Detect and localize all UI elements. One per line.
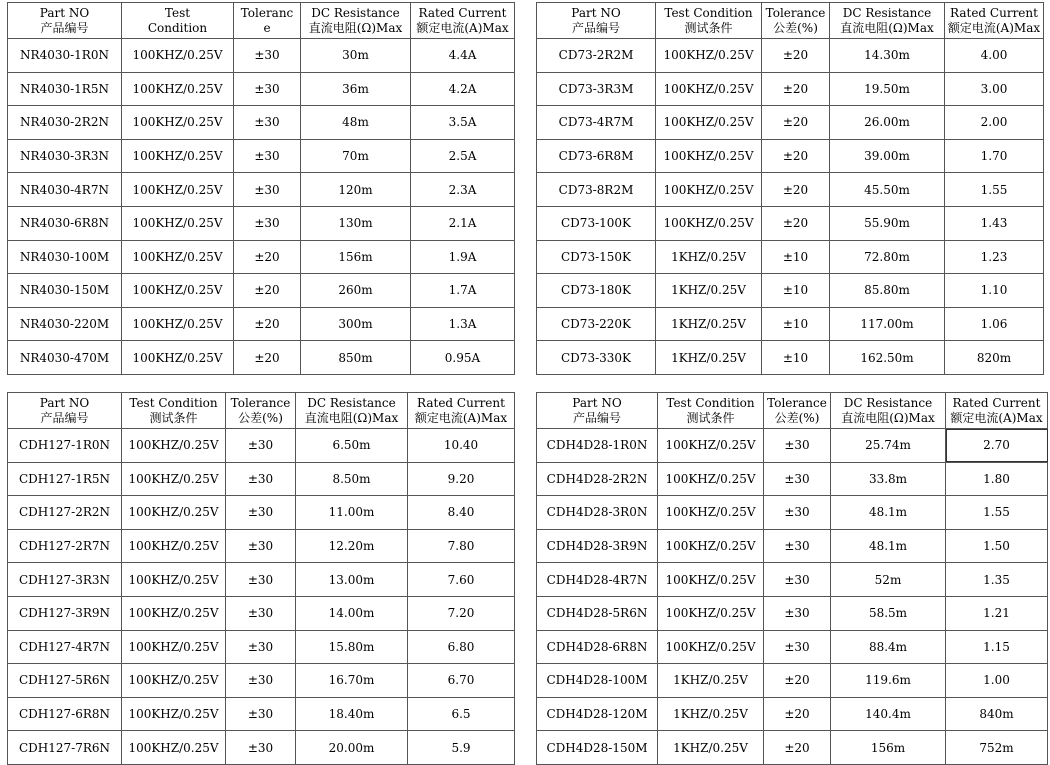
cell-part-no: CD73-100K xyxy=(537,206,656,240)
cell-part-no: CDH127-3R3N xyxy=(8,563,122,597)
table-row xyxy=(537,731,1048,765)
cell-tolerance: ±10 xyxy=(762,274,830,308)
cell-test-condition: 100KHZ/0.25V xyxy=(122,139,234,173)
cell-dc-resistance: 85.80m xyxy=(830,274,945,308)
cell-tolerance: ±20 xyxy=(234,274,301,308)
cell-rated-current: 1.50 xyxy=(946,529,1048,563)
cell-test-condition: 1KHZ/0.25V xyxy=(658,664,764,698)
cell-rated-current: 1.43 xyxy=(945,206,1044,240)
cell-tolerance: ±30 xyxy=(234,39,301,73)
cell-tolerance: ±30 xyxy=(226,529,296,563)
header-test-condition: Test Condition xyxy=(122,3,234,39)
cell-dc-resistance: 14.00m xyxy=(296,596,408,630)
cell-part-no: NR4030-6R8N xyxy=(8,206,122,240)
cell-test-condition: 100KHZ/0.25V xyxy=(122,106,234,140)
cell-rated-current: 3.00 xyxy=(945,72,1044,106)
table-row xyxy=(8,139,515,173)
cell-rated-current: 2.5A xyxy=(411,139,515,173)
cell-part-no: CD73-4R7M xyxy=(537,106,656,140)
cell-rated-current: 6.70 xyxy=(408,664,515,698)
cell-dc-resistance: 117.00m xyxy=(830,307,945,341)
table-row xyxy=(8,596,515,630)
cell-dc-resistance: 72.80m xyxy=(830,240,945,274)
table-row xyxy=(537,496,1048,530)
cell-rated-current: 9.20 xyxy=(408,462,515,496)
cell-part-no: CDH127-4R7N xyxy=(8,630,122,664)
cell-part-no: CD73-220K xyxy=(537,307,656,341)
table-row xyxy=(8,173,515,207)
cell-dc-resistance: 18.40m xyxy=(296,697,408,731)
table-row xyxy=(537,274,1044,308)
cell-dc-resistance: 11.00m xyxy=(296,496,408,530)
table-row xyxy=(8,307,515,341)
cell-part-no: CDH127-1R0N xyxy=(8,429,122,463)
cell-dc-resistance: 16.70m xyxy=(296,664,408,698)
cell-rated-current: 1.80 xyxy=(946,462,1048,496)
cell-part-no: CDH4D28-6R8N xyxy=(537,630,658,664)
cell-tolerance: ±30 xyxy=(226,731,296,765)
cell-part-no: CDH4D28-2R2N xyxy=(537,462,658,496)
header-tolerance: Tolerance 公差(%) xyxy=(762,3,830,39)
cell-test-condition: 1KHZ/0.25V xyxy=(656,274,762,308)
table-row xyxy=(537,106,1044,140)
cell-part-no: NR4030-3R3N xyxy=(8,139,122,173)
table-row xyxy=(537,596,1048,630)
cell-tolerance: ±30 xyxy=(226,429,296,463)
cell-test-condition: 100KHZ/0.25V xyxy=(656,39,762,73)
header-tolerance: Toleranc e xyxy=(234,3,301,39)
cell-dc-resistance: 140.4m xyxy=(831,697,946,731)
header-dc-resistance: DC Resistance 直流电阻(Ω)Max xyxy=(301,3,411,39)
header-rated-current: Rated Current 额定电流(A)Max xyxy=(408,393,515,429)
cell-rated-current: 1.21 xyxy=(946,596,1048,630)
cell-dc-resistance: 25.74m xyxy=(831,429,946,463)
table-row xyxy=(537,630,1048,664)
cell-tolerance: ±30 xyxy=(226,697,296,731)
table-header-row xyxy=(8,3,515,39)
table-row xyxy=(537,39,1044,73)
cell-rated-current: 1.55 xyxy=(946,496,1048,530)
spec-table-cdh127 xyxy=(7,392,515,765)
cell-tolerance: ±30 xyxy=(234,206,301,240)
header-dc-resistance: DC Resistance 直流电阻(Ω)Max xyxy=(296,393,408,429)
cell-test-condition: 100KHZ/0.25V xyxy=(122,731,226,765)
cell-dc-resistance: 33.8m xyxy=(831,462,946,496)
header-test-condition: Test Condition 测试条件 xyxy=(658,393,764,429)
cell-rated-current: 4.2A xyxy=(411,72,515,106)
cell-rated-current: 1.00 xyxy=(946,664,1048,698)
header-part-no: Part NO 产品编号 xyxy=(537,393,658,429)
cell-tolerance: ±20 xyxy=(764,664,831,698)
cell-tolerance: ±20 xyxy=(762,206,830,240)
cell-rated-current: 1.9A xyxy=(411,240,515,274)
cell-rated-current: 4.00 xyxy=(945,39,1044,73)
cell-test-condition: 100KHZ/0.25V xyxy=(122,563,226,597)
cell-part-no: NR4030-150M xyxy=(8,274,122,308)
cell-tolerance: ±20 xyxy=(234,341,301,375)
table-row xyxy=(8,563,515,597)
header-part-no: Part NO 产品编号 xyxy=(8,3,122,39)
cell-tolerance: ±30 xyxy=(234,106,301,140)
cell-rated-current: 1.55 xyxy=(945,173,1044,207)
cell-test-condition: 100KHZ/0.25V xyxy=(122,429,226,463)
cell-test-condition: 100KHZ/0.25V xyxy=(122,496,226,530)
cell-rated-current: 1.35 xyxy=(946,563,1048,597)
table-row xyxy=(8,429,515,463)
cell-test-condition: 100KHZ/0.25V xyxy=(122,462,226,496)
cell-test-condition: 100KHZ/0.25V xyxy=(656,106,762,140)
header-part-no: Part NO 产品编号 xyxy=(8,393,122,429)
header-dc-resistance: DC Resistance 直流电阻(Ω)Max xyxy=(830,3,945,39)
cell-rated-current: 4.4A xyxy=(411,39,515,73)
cell-test-condition: 100KHZ/0.25V xyxy=(658,630,764,664)
cell-part-no: CDH4D28-1R0N xyxy=(537,429,658,463)
cell-test-condition: 100KHZ/0.25V xyxy=(658,429,764,463)
cell-rated-current: 7.80 xyxy=(408,529,515,563)
cell-part-no: NR4030-100M xyxy=(8,240,122,274)
header-dc-resistance: DC Resistance 直流电阻(Ω)Max xyxy=(831,393,946,429)
cell-rated-current: 2.1A xyxy=(411,206,515,240)
cell-test-condition: 100KHZ/0.25V xyxy=(656,173,762,207)
table-row xyxy=(8,630,515,664)
cell-rated-current: 1.7A xyxy=(411,274,515,308)
cell-part-no: NR4030-470M xyxy=(8,341,122,375)
cell-tolerance: ±30 xyxy=(226,630,296,664)
cell-tolerance: ±30 xyxy=(226,563,296,597)
cell-tolerance: ±20 xyxy=(762,72,830,106)
table-row xyxy=(537,72,1044,106)
cell-rated-current: 2.3A xyxy=(411,173,515,207)
cell-tolerance: ±30 xyxy=(764,596,831,630)
cell-tolerance: ±20 xyxy=(234,307,301,341)
cell-test-condition: 100KHZ/0.25V xyxy=(656,206,762,240)
cell-dc-resistance: 120m xyxy=(301,173,411,207)
cell-dc-resistance: 8.50m xyxy=(296,462,408,496)
cell-test-condition: 100KHZ/0.25V xyxy=(122,664,226,698)
cell-rated-current: 840m xyxy=(946,697,1048,731)
cell-rated-current: 1.06 xyxy=(945,307,1044,341)
cell-dc-resistance: 52m xyxy=(831,563,946,597)
cell-test-condition: 1KHZ/0.25V xyxy=(656,240,762,274)
table-row xyxy=(537,462,1048,496)
cell-dc-resistance: 156m xyxy=(301,240,411,274)
cell-dc-resistance: 30m xyxy=(301,39,411,73)
spec-table-cdh4d28 xyxy=(536,392,1048,765)
cell-dc-resistance: 20.00m xyxy=(296,731,408,765)
cell-tolerance: ±20 xyxy=(762,173,830,207)
cell-rated-current: 1.3A xyxy=(411,307,515,341)
cell-part-no: CDH127-3R9N xyxy=(8,596,122,630)
table-row xyxy=(8,731,515,765)
cell-dc-resistance: 12.20m xyxy=(296,529,408,563)
cell-dc-resistance: 300m xyxy=(301,307,411,341)
cell-test-condition: 100KHZ/0.25V xyxy=(658,563,764,597)
cell-part-no: NR4030-4R7N xyxy=(8,173,122,207)
table-row xyxy=(8,529,515,563)
cell-test-condition: 100KHZ/0.25V xyxy=(122,697,226,731)
table-header-row xyxy=(8,393,515,429)
cell-test-condition: 1KHZ/0.25V xyxy=(656,307,762,341)
table-row xyxy=(537,529,1048,563)
table-row xyxy=(537,139,1044,173)
table-row xyxy=(8,496,515,530)
cell-dc-resistance: 70m xyxy=(301,139,411,173)
cell-rated-current: 1.23 xyxy=(945,240,1044,274)
cell-dc-resistance: 19.50m xyxy=(830,72,945,106)
cell-part-no: CD73-150K xyxy=(537,240,656,274)
table-row xyxy=(537,206,1044,240)
cell-part-no: CDH127-5R6N xyxy=(8,664,122,698)
table-row xyxy=(8,341,515,375)
header-rated-current: Rated Current 额定电流(A)Max xyxy=(411,3,515,39)
header-test-condition: Test Condition 测试条件 xyxy=(122,393,226,429)
cell-dc-resistance: 162.50m xyxy=(830,341,945,375)
cell-tolerance: ±30 xyxy=(764,563,831,597)
cell-dc-resistance: 13.00m xyxy=(296,563,408,597)
cell-rated-current: 1.10 xyxy=(945,274,1044,308)
cell-test-condition: 1KHZ/0.25V xyxy=(656,341,762,375)
cell-rated-current: 2.00 xyxy=(945,106,1044,140)
cell-part-no: CDH127-1R5N xyxy=(8,462,122,496)
cell-test-condition: 100KHZ/0.25V xyxy=(656,139,762,173)
cell-part-no: CD73-180K xyxy=(537,274,656,308)
cell-tolerance: ±10 xyxy=(762,341,830,375)
header-rated-current: Rated Current 额定电流(A)Max xyxy=(945,3,1044,39)
table-row xyxy=(8,462,515,496)
table-header-row xyxy=(537,3,1044,39)
cell-tolerance: ±30 xyxy=(234,173,301,207)
cell-rated-current: 1.70 xyxy=(945,139,1044,173)
cell-test-condition: 100KHZ/0.25V xyxy=(122,240,234,274)
table-row xyxy=(8,72,515,106)
table-row xyxy=(537,341,1044,375)
cell-dc-resistance: 48m xyxy=(301,106,411,140)
table-row xyxy=(537,173,1044,207)
table-header-row xyxy=(537,393,1048,429)
cell-tolerance: ±30 xyxy=(226,596,296,630)
header-tolerance: Tolerance 公差(%) xyxy=(226,393,296,429)
cell-tolerance: ±20 xyxy=(762,106,830,140)
header-tolerance: Tolerance 公差(%) xyxy=(764,393,831,429)
table-row xyxy=(8,274,515,308)
cell-rated-current: 6.80 xyxy=(408,630,515,664)
cell-part-no: CD73-330K xyxy=(537,341,656,375)
cell-rated-current: 7.20 xyxy=(408,596,515,630)
header-part-no: Part NO 产品编号 xyxy=(537,3,656,39)
cell-tolerance: ±30 xyxy=(226,496,296,530)
cell-part-no: CD73-2R2M xyxy=(537,39,656,73)
spec-table-nr4030 xyxy=(7,2,515,375)
cell-rated-current: 820m xyxy=(945,341,1044,375)
cell-test-condition: 1KHZ/0.25V xyxy=(658,697,764,731)
table-row xyxy=(537,240,1044,274)
cell-dc-resistance: 14.30m xyxy=(830,39,945,73)
cell-part-no: CD73-6R8M xyxy=(537,139,656,173)
cell-rated-current: 7.60 xyxy=(408,563,515,597)
cell-test-condition: 100KHZ/0.25V xyxy=(658,462,764,496)
cell-dc-resistance: 48.1m xyxy=(831,529,946,563)
table-row xyxy=(537,563,1048,597)
cell-test-condition: 100KHZ/0.25V xyxy=(656,72,762,106)
cell-part-no: CD73-8R2M xyxy=(537,173,656,207)
table-row xyxy=(8,39,515,73)
cell-dc-resistance: 88.4m xyxy=(831,630,946,664)
cell-part-no: CDH4D28-3R9N xyxy=(537,529,658,563)
cell-test-condition: 100KHZ/0.25V xyxy=(122,206,234,240)
cell-part-no: CDH127-6R8N xyxy=(8,697,122,731)
cell-test-condition: 100KHZ/0.25V xyxy=(122,307,234,341)
cell-dc-resistance: 260m xyxy=(301,274,411,308)
cell-dc-resistance: 36m xyxy=(301,72,411,106)
cell-test-condition: 100KHZ/0.25V xyxy=(122,341,234,375)
cell-tolerance: ±30 xyxy=(234,139,301,173)
cell-tolerance: ±20 xyxy=(762,139,830,173)
cell-rated-current: 6.5 xyxy=(408,697,515,731)
cell-part-no: CDH127-2R2N xyxy=(8,496,122,530)
cell-part-no: CDH4D28-100M xyxy=(537,664,658,698)
cell-test-condition: 100KHZ/0.25V xyxy=(122,630,226,664)
cell-tolerance: ±30 xyxy=(226,664,296,698)
cell-tolerance: ±30 xyxy=(234,72,301,106)
cell-tolerance: ±10 xyxy=(762,240,830,274)
cell-dc-resistance: 15.80m xyxy=(296,630,408,664)
cell-test-condition: 1KHZ/0.25V xyxy=(658,731,764,765)
cell-test-condition: 100KHZ/0.25V xyxy=(658,496,764,530)
cell-tolerance: ±30 xyxy=(764,462,831,496)
cell-dc-resistance: 48.1m xyxy=(831,496,946,530)
cell-test-condition: 100KHZ/0.25V xyxy=(658,596,764,630)
cell-test-condition: 100KHZ/0.25V xyxy=(122,39,234,73)
cell-part-no: NR4030-2R2N xyxy=(8,106,122,140)
cell-test-condition: 100KHZ/0.25V xyxy=(122,72,234,106)
cell-part-no: CDH127-7R6N xyxy=(8,731,122,765)
cell-rated-current: 1.15 xyxy=(946,630,1048,664)
cell-rated-current: 5.9 xyxy=(408,731,515,765)
cell-rated-current: 3.5A xyxy=(411,106,515,140)
cell-rated-current: 752m xyxy=(946,731,1048,765)
cell-part-no: CD73-3R3M xyxy=(537,72,656,106)
cell-tolerance: ±30 xyxy=(764,429,831,463)
cell-dc-resistance: 55.90m xyxy=(830,206,945,240)
cell-dc-resistance: 39.00m xyxy=(830,139,945,173)
spec-table-cd73 xyxy=(536,2,1044,375)
cell-test-condition: 100KHZ/0.25V xyxy=(122,529,226,563)
table-row xyxy=(8,206,515,240)
cell-part-no: CDH4D28-4R7N xyxy=(537,563,658,597)
cell-tolerance: ±20 xyxy=(764,731,831,765)
cell-dc-resistance: 6.50m xyxy=(296,429,408,463)
cell-part-no: CDH4D28-5R6N xyxy=(537,596,658,630)
cell-test-condition: 100KHZ/0.25V xyxy=(658,529,764,563)
cell-dc-resistance: 850m xyxy=(301,341,411,375)
table-row xyxy=(8,240,515,274)
header-test-condition: Test Condition 测试条件 xyxy=(656,3,762,39)
cell-tolerance: ±10 xyxy=(762,307,830,341)
cell-dc-resistance: 130m xyxy=(301,206,411,240)
cell-test-condition: 100KHZ/0.25V xyxy=(122,596,226,630)
cell-part-no: NR4030-1R5N xyxy=(8,72,122,106)
cell-tolerance: ±20 xyxy=(764,697,831,731)
cell-rated-current: 10.40 xyxy=(408,429,515,463)
cell-test-condition: 100KHZ/0.25V xyxy=(122,173,234,207)
cell-dc-resistance: 156m xyxy=(831,731,946,765)
header-rated-current: Rated Current 额定电流(A)Max xyxy=(946,393,1048,429)
cell-part-no: CDH4D28-120M xyxy=(537,697,658,731)
cell-part-no: CDH4D28-150M xyxy=(537,731,658,765)
cell-tolerance: ±20 xyxy=(762,39,830,73)
table-row xyxy=(8,664,515,698)
table-row xyxy=(8,106,515,140)
cell-rated-current: 8.40 xyxy=(408,496,515,530)
cell-rated-current-selected[interactable]: 2.70 xyxy=(946,429,1048,463)
cell-tolerance: ±30 xyxy=(764,630,831,664)
cell-dc-resistance: 119.6m xyxy=(831,664,946,698)
cell-part-no: NR4030-220M xyxy=(8,307,122,341)
table-row xyxy=(537,697,1048,731)
cell-part-no: CDH127-2R7N xyxy=(8,529,122,563)
cell-rated-current: 0.95A xyxy=(411,341,515,375)
table-row xyxy=(537,429,1048,463)
table-row xyxy=(8,697,515,731)
cell-tolerance: ±30 xyxy=(764,496,831,530)
cell-tolerance: ±30 xyxy=(764,529,831,563)
cell-dc-resistance: 45.50m xyxy=(830,173,945,207)
cell-tolerance: ±30 xyxy=(226,462,296,496)
cell-tolerance: ±20 xyxy=(234,240,301,274)
cell-dc-resistance: 26.00m xyxy=(830,106,945,140)
cell-part-no: CDH4D28-3R0N xyxy=(537,496,658,530)
cell-part-no: NR4030-1R0N xyxy=(8,39,122,73)
cell-dc-resistance: 58.5m xyxy=(831,596,946,630)
table-row xyxy=(537,307,1044,341)
cell-test-condition: 100KHZ/0.25V xyxy=(122,274,234,308)
table-row xyxy=(537,664,1048,698)
